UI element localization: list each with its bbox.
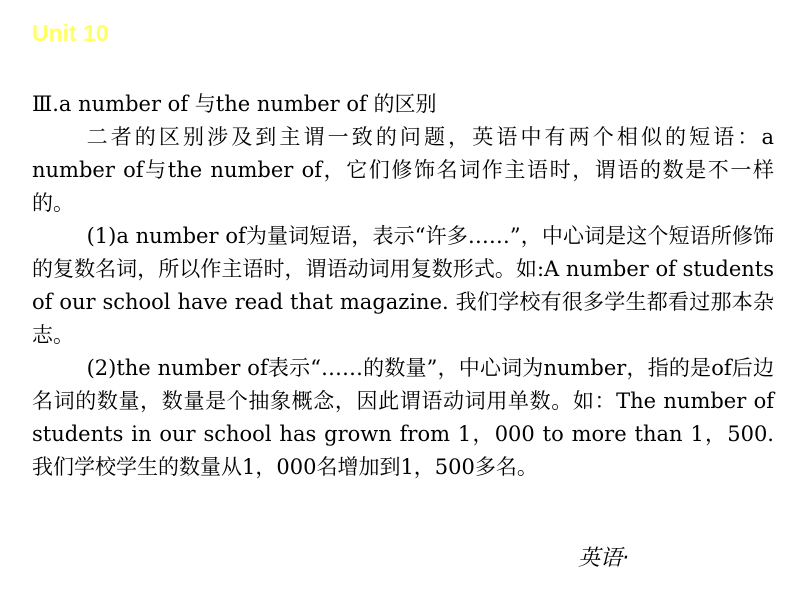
point-2-paragraph: (2)the number of表示“……的数量”，中心词为number，指的是of后边名词的数量，数量是个抽象概念，因此谓语动词用单数。如：The number of students in our school has grown from 1，000 to more than 1，500. 我们学校学生的数量从1，000名增加到1，500多名。 <box>32 356 774 479</box>
point-1-paragraph: (1)a number of为量词短语，表示“许多……”，中心词是这个短语所修饰的复数名词，所以作主语时，谓语动词用复数形式。如:A number of students of our school have read that magazine. 我们学校有很多学生都看过那本杂志。 <box>32 224 774 347</box>
unit-label: Unit 10 <box>32 20 109 46</box>
footer-label: 英语· <box>578 546 629 571</box>
slide-content <box>32 88 774 484</box>
section-heading: Ⅲ.a number of 与the number of 的区别 <box>32 92 437 116</box>
intro-paragraph: 二者的区别涉及到主谓一致的问题，英语中有两个相似的短语：a number of与the number of，它们修饰名词作主语时，谓语的数是不一样的。 <box>32 125 774 215</box>
